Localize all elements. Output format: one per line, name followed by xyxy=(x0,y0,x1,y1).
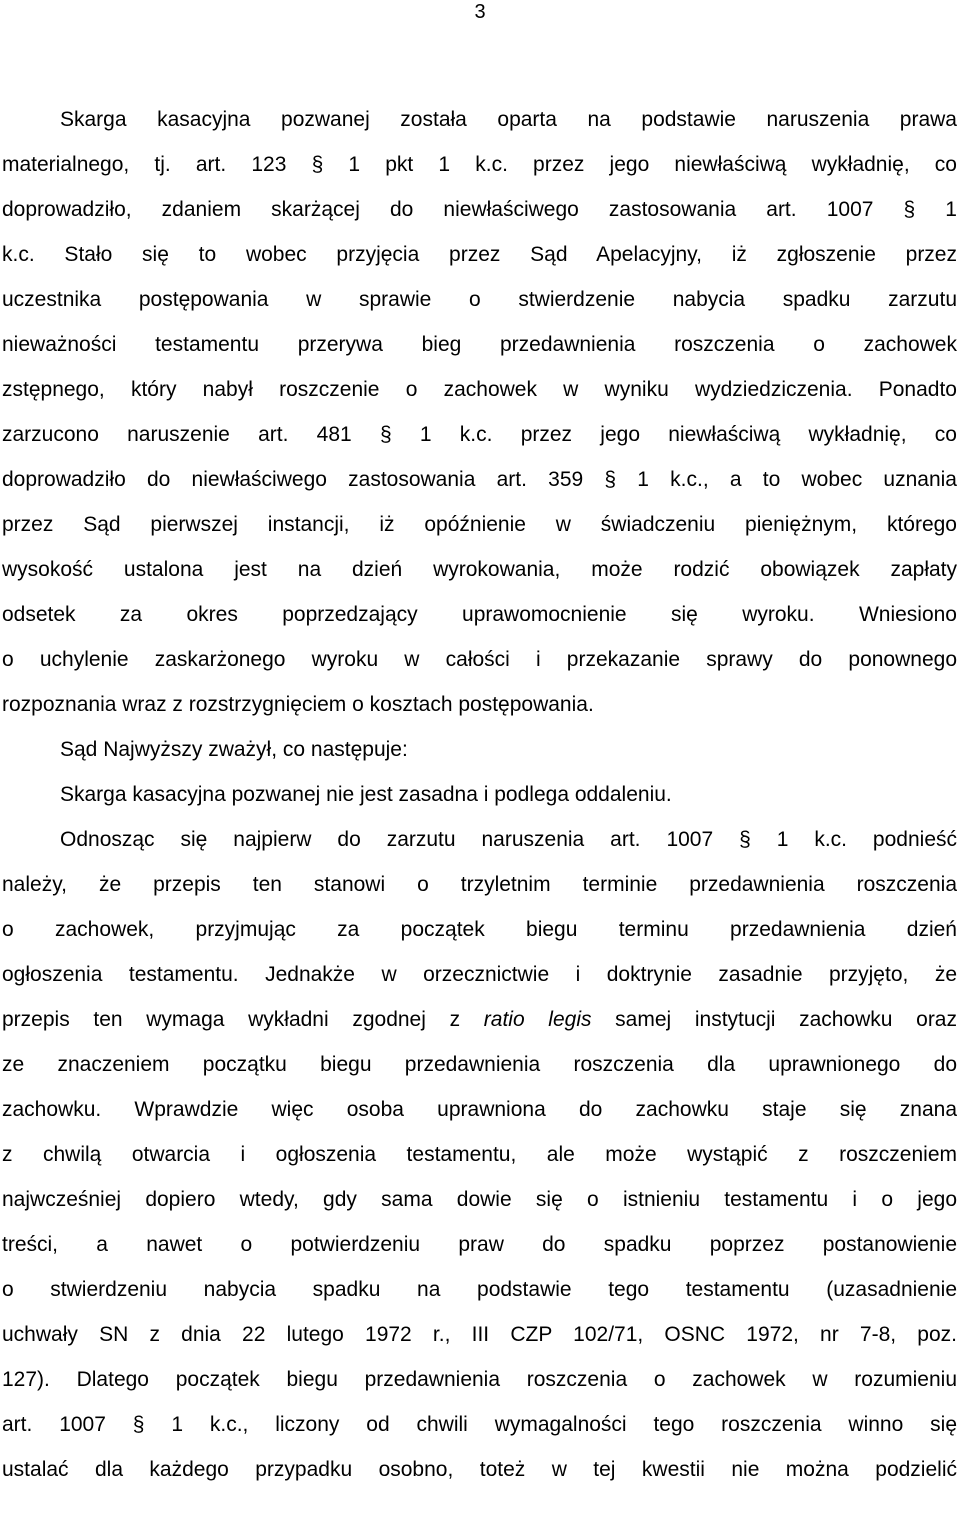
text-line: o zachowek, przyjmując za początek biegu terminu przedawnienia dzień xyxy=(2,918,957,941)
text-line: materialnego, tj. art. 123 § 1 pkt 1 k.c. przez jego niewłaściwą wykładnię, co xyxy=(2,153,957,176)
text-line xyxy=(2,997,957,1042)
text-line: ze znaczeniem początku biegu przedawnienia roszczenia dla uprawnionego do xyxy=(2,1053,957,1076)
text-line: doprowadziło do niewłaściwego zastosowania art. 359 § 1 k.c., a to wobec uznania xyxy=(2,468,957,491)
text-line: zarzucono naruszenie art. 481 § 1 k.c. przez jego niewłaściwą wykładnię, co xyxy=(2,423,957,446)
text-line: treści, a nawet o potwierdzeniu praw do spadku poprzez postanowienie xyxy=(2,1233,957,1256)
italic-term: ratio legis xyxy=(483,1008,592,1031)
text-line: wysokość ustalona jest na dzień wyrokowania, może rodzić obowiązek zapłaty xyxy=(2,558,957,581)
text-line: o uchylenie zaskarżonego wyroku w całości i przekazanie sprawy do ponownego xyxy=(2,648,957,671)
text-line: art. 1007 § 1 k.c., liczony od chwili wymagalności tego roszczenia winno się xyxy=(2,1413,957,1436)
text-fragment: samej instytucji zachowku oraz xyxy=(591,1008,957,1031)
text-line: doprowadziło, zdaniem skarżącej do niewłaściwego zastosowania art. 1007 § 1 xyxy=(2,198,957,221)
section-heading: Sąd Najwyższy zważył, co następuje: xyxy=(60,738,408,761)
text-line: zstępnego, który nabył roszczenie o zachowek w wyniku wydziedziczenia. Ponadto xyxy=(2,378,957,401)
text-line: przez Sąd pierwszej instancji, iż opóźnienie w świadczeniu pieniężnym, którego xyxy=(2,513,957,536)
document-body xyxy=(2,97,957,1492)
text-line: k.c. Stało się to wobec przyjęcia przez Sąd Apelacyjny, iż zgłoszenie przez xyxy=(2,243,957,266)
text-line: Odnosząc się najpierw do zarzutu naruszenia art. 1007 § 1 k.c. podnieść xyxy=(60,828,957,851)
text-line: z chwilą otwarcia i ogłoszenia testamentu, ale może wystąpić z roszczeniem xyxy=(2,1143,957,1166)
page-number: 3 xyxy=(474,1,486,23)
text-line: należy, że przepis ten stanowi o trzyletnim terminie przedawnienia roszczenia xyxy=(2,873,957,896)
text-line: ustalać dla każdego przypadku osobno, toteż w tej kwestii nie można podzielić xyxy=(2,1458,957,1481)
text-line: nieważności testamentu przerywa bieg przedawnienia roszczenia o zachowek xyxy=(2,333,957,356)
text-line: rozpoznania wraz z rozstrzygnięciem o kosztach postępowania. xyxy=(2,693,594,716)
text-line: o stwierdzeniu nabycia spadku na podstawie tego testamentu (uzasadnienie xyxy=(2,1278,957,1301)
text-line: uchwały SN z dnia 22 lutego 1972 r., III CZP 102/71, OSNC 1972, nr 7-8, poz. xyxy=(2,1323,957,1346)
text-line: zachowku. Wprawdzie więc osoba uprawniona do zachowku staje się znana xyxy=(2,1098,957,1121)
text-line: najwcześniej dopiero wtedy, gdy sama dowie się o istnieniu testamentu i o jego xyxy=(2,1188,957,1211)
text-line: ogłoszenia testamentu. Jednakże w orzecznictwie i doktrynie zasadnie przyjęto, że xyxy=(2,963,957,986)
text-line: 127). Dlatego początek biegu przedawnienia roszczenia o zachowek w rozumieniu xyxy=(2,1368,957,1391)
text-line: Skarga kasacyjna pozwanej nie jest zasadna i podlega oddaleniu. xyxy=(60,783,672,806)
text-line: Skarga kasacyjna pozwanej została oparta na podstawie naruszenia prawa xyxy=(60,108,957,131)
text-line: uczestnika postępowania w sprawie o stwierdzenie nabycia spadku zarzutu xyxy=(2,288,957,311)
text-line: odsetek za okres poprzedzający uprawomocnienie się wyroku. Wniesiono xyxy=(2,603,957,626)
text-fragment: przepis ten wymaga wykładni zgodnej z xyxy=(2,1008,484,1031)
